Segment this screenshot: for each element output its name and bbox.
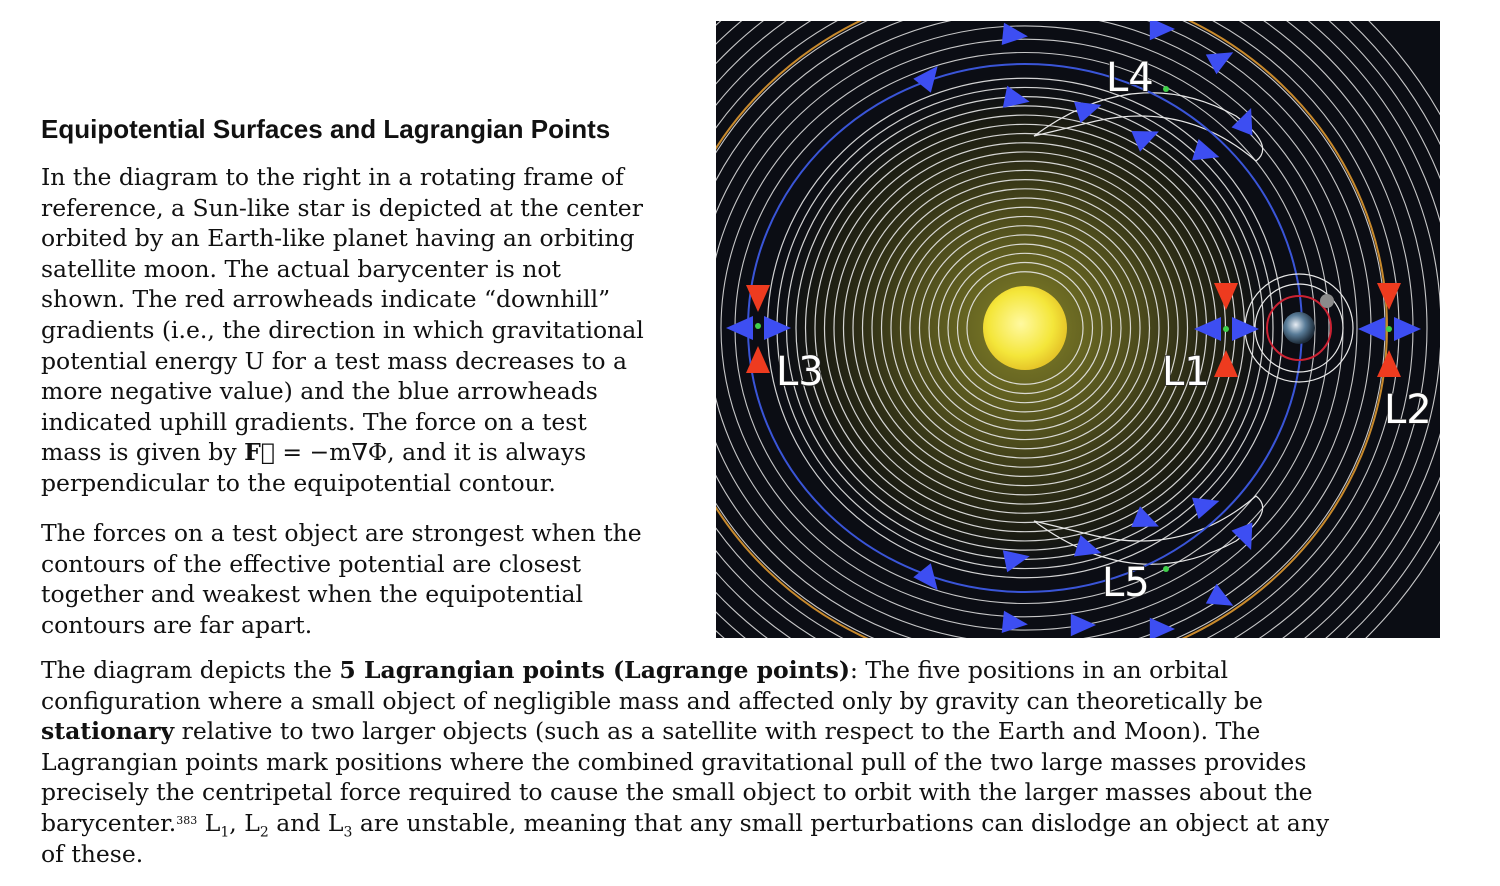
text-line: of these.: [41, 839, 144, 868]
text-line-force-equation: [41, 437, 644, 468]
text-fragment: barycenter.: [41, 808, 177, 837]
l5-marker: [1163, 566, 1169, 572]
text-line: satellite moon. The actual barycenter is not: [41, 254, 561, 283]
text-line: [41, 808, 1329, 839]
moon: [1320, 294, 1334, 308]
text-line: Lagrangian points mark positions where the combined gravitational pull of the two large masses provides: [41, 747, 1307, 776]
force-vector-symbol: F⃗: [244, 438, 275, 467]
l3-marker: [755, 323, 761, 329]
text-fragment: L: [204, 808, 221, 837]
text-fragment: relative to two larger objects (such as a satellite with respect to the Earth and Moon). The: [174, 717, 1261, 746]
text-fragment: mass is given by: [41, 438, 245, 467]
sun: [983, 286, 1067, 370]
earth: [1283, 312, 1315, 344]
section-heading: Equipotential Surfaces and Lagrangian Points: [41, 114, 611, 144]
text-line: shown. The red arrowheads indicate “downhill”: [41, 285, 611, 314]
lagrange-points-diagram: [716, 21, 1440, 638]
subscript: 3: [343, 824, 353, 841]
bold-term: 5 Lagrangian points (Lagrange points): [339, 656, 850, 684]
paragraph-intro: [41, 162, 644, 499]
label-l4: L4: [1106, 55, 1154, 101]
text-line: configuration where a small object of negligible mass and affected only by gravity can theoretically be: [41, 686, 1263, 715]
text-line: The forces on a test object are strongest when the: [41, 519, 642, 547]
subscript: 1: [220, 824, 230, 841]
text-fragment: and L: [268, 808, 344, 837]
text-line: orbited by an Earth-like planet having an orbiting: [41, 224, 635, 253]
text-fragment: are unstable, meaning that any small perturbations can dislodge an object at any: [352, 808, 1330, 837]
paragraph-forces: [41, 518, 642, 640]
label-l1: L1: [1162, 349, 1210, 395]
text-line: contours of the effective potential are closest: [41, 549, 582, 578]
footnote-ref: 383: [176, 813, 198, 827]
text-line: contours are far apart.: [41, 610, 313, 639]
text-line: potential energy U for a test mass decreases to a: [41, 346, 627, 375]
text-fragment: The diagram depicts the: [41, 656, 340, 684]
label-l5: L5: [1102, 560, 1150, 606]
text-line: [41, 655, 1329, 686]
text-line: precisely the centripetal force required to cause the small object to orbit with the larger masses about the: [41, 778, 1313, 807]
l4-marker: [1163, 86, 1169, 92]
l1-marker: [1223, 326, 1229, 332]
paragraph-lagrange-description: [41, 655, 1329, 869]
label-l3: L3: [776, 349, 824, 395]
subscript: 2: [259, 824, 269, 841]
text-line: [41, 716, 1329, 747]
text-fragment: : The five positions in an orbital: [849, 656, 1229, 684]
text-line: together and weakest when the equipotential: [41, 580, 584, 609]
text-line: reference, a Sun-like star is depicted at the center: [41, 193, 643, 222]
text-line: In the diagram to the right in a rotating frame of: [41, 163, 624, 191]
text-fragment: , L: [229, 808, 260, 837]
text-line: more negative value) and the blue arrowheads: [41, 377, 598, 406]
text-line: indicated uphill gradients. The force on a test: [41, 407, 587, 436]
bold-term: stationary: [41, 717, 175, 746]
text-line: perpendicular to the equipotential contour.: [41, 468, 556, 497]
text-line: gradients (i.e., the direction in which gravitational: [41, 315, 644, 344]
diagram-canvas: [716, 21, 1440, 638]
text-fragment: = −m∇Φ, and it is always: [274, 438, 587, 467]
l2-marker: [1386, 326, 1392, 332]
label-l2: L2: [1384, 387, 1432, 433]
